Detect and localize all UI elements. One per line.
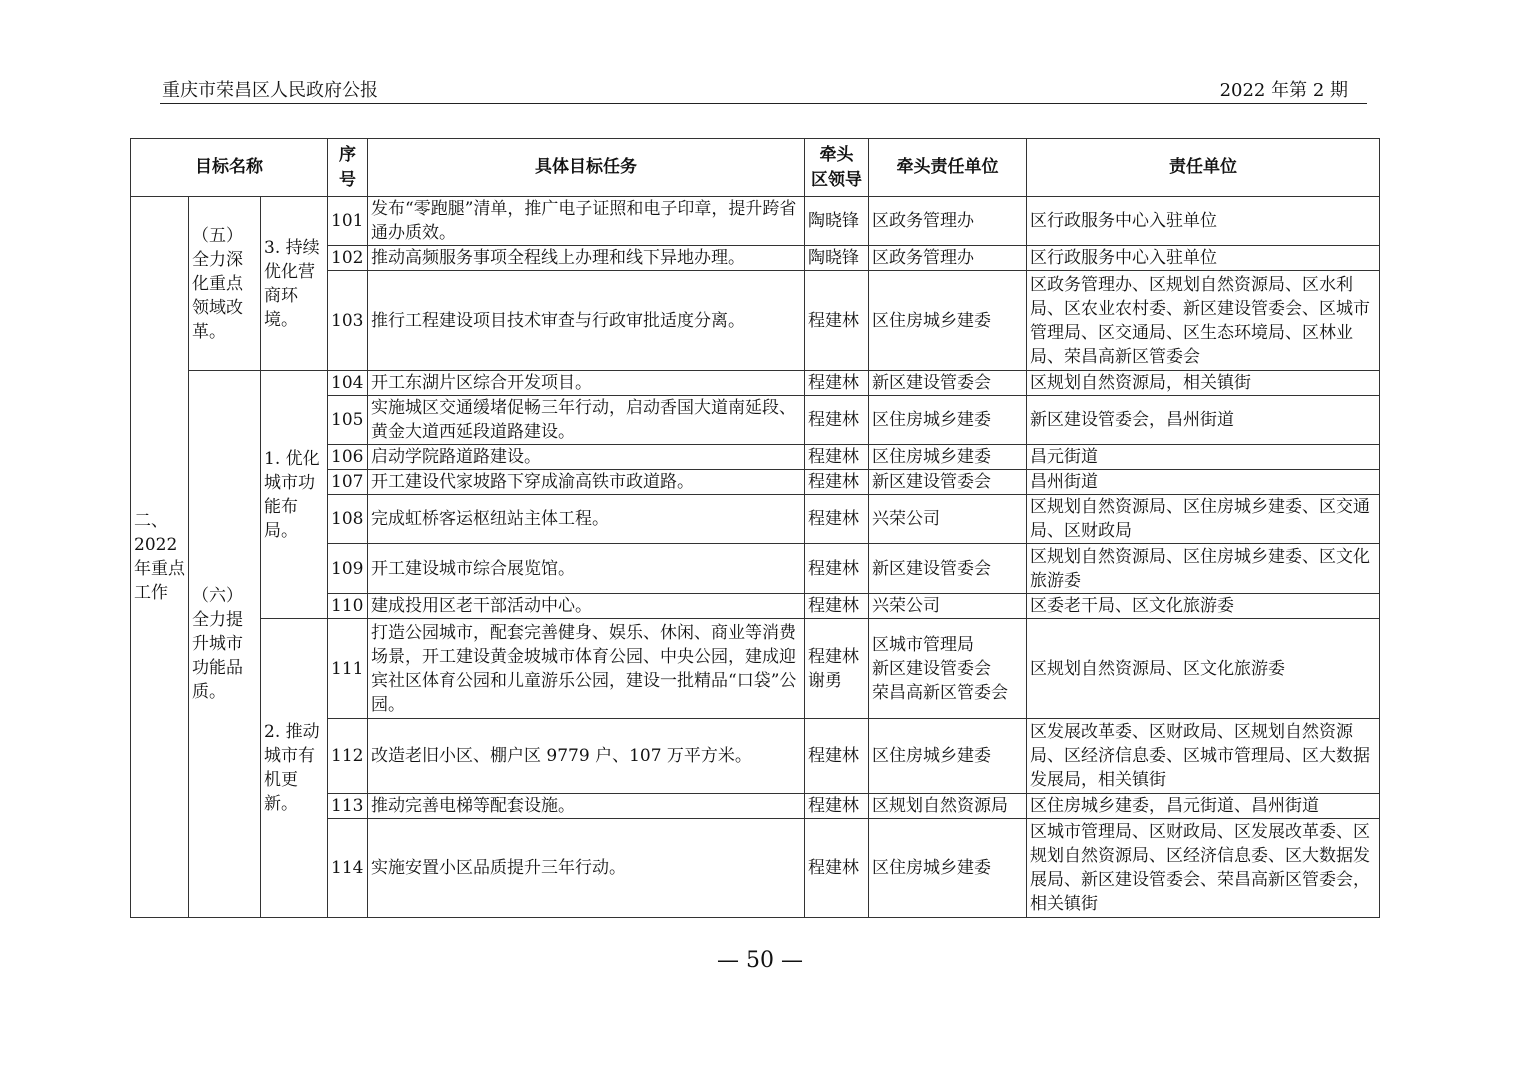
row-resp-unit: 区行政服务中心入驻单位: [1027, 197, 1380, 246]
row-number: 109: [328, 544, 368, 594]
subsection-label: （六）全力提升城市功能品质。: [189, 371, 261, 918]
header-seq-2: 号: [339, 169, 356, 190]
row-task: 开工建设代家坡路下穿成渝高铁市政道路。: [368, 470, 805, 495]
row-number: 101: [328, 197, 368, 246]
row-lead-unit-1: 区城市管理局: [872, 634, 974, 655]
header-lead-unit: 牵头责任单位: [869, 139, 1027, 197]
row-number: 113: [328, 794, 368, 819]
row-task: 开工东湖片区综合开发项目。: [368, 371, 805, 396]
row-resp-unit: 昌州街道: [1027, 470, 1380, 495]
header-resp-unit: 责任单位: [1027, 139, 1380, 197]
row-number: 107: [328, 470, 368, 495]
row-resp-unit: 区规划自然资源局、区文化旅游委: [1027, 619, 1380, 719]
row-leader: 程建林: [805, 371, 869, 396]
row-lead-unit: 区政务管理办: [869, 197, 1027, 246]
row-number: 103: [328, 271, 368, 371]
subsection-label: （五）全力深化重点领域改革。: [189, 197, 261, 371]
row-resp-unit: 区规划自然资源局、区住房城乡建委、区文化旅游委: [1027, 544, 1380, 594]
row-lead-unit: 区规划自然资源局: [869, 794, 1027, 819]
row-resp-unit: 新区建设管委会，昌州街道: [1027, 396, 1380, 445]
header-seq-1: 序: [339, 144, 356, 165]
row-task: 建成投用区老干部活动中心。: [368, 594, 805, 619]
header-divider: [160, 103, 1367, 104]
row-resp-unit: 昌元街道: [1027, 445, 1380, 470]
row-task: 推动完善电梯等配套设施。: [368, 794, 805, 819]
group-label: 3. 持续优化营商环境。: [261, 197, 328, 371]
row-resp-unit: 区规划自然资源局、区住房城乡建委、区交通局、区财政局: [1027, 495, 1380, 544]
row-lead-unit: 兴荣公司: [869, 594, 1027, 619]
row-task: 启动学院路道路建设。: [368, 445, 805, 470]
row-lead-unit: 区住房城乡建委: [869, 819, 1027, 918]
header-leader-2: 区领导: [811, 169, 862, 190]
row-resp-unit: 区委老干局、区文化旅游委: [1027, 594, 1380, 619]
row-task: 开工建设城市综合展览馆。: [368, 544, 805, 594]
row-number: 105: [328, 396, 368, 445]
row-leader-1: 程建林: [808, 646, 859, 667]
group-label: 2. 推动城市有机更新。: [261, 619, 328, 918]
row-leader: 程建林: [805, 794, 869, 819]
bulletin-title: 重庆市荣昌区人民政府公报: [162, 80, 378, 101]
row-lead-unit-3: 荣昌高新区管委会: [872, 682, 1008, 703]
row-leader: 陶晓锋: [805, 246, 869, 271]
row-resp-unit: 区城市管理局、区财政局、区发展改革委、区规划自然资源局、区经济信息委、区大数据发展局、新区建设管委会、荣昌高新区管委会，相关镇街: [1027, 819, 1380, 918]
row-leader: 程建林: [805, 594, 869, 619]
row-number: 110: [328, 594, 368, 619]
row-lead-unit: 区政务管理办: [869, 246, 1027, 271]
row-number: 104: [328, 371, 368, 396]
header-task: 具体目标任务: [368, 139, 805, 197]
row-lead-unit: 区住房城乡建委: [869, 271, 1027, 371]
row-lead-unit: 区住房城乡建委: [869, 445, 1027, 470]
row-lead-unit: 区住房城乡建委: [869, 396, 1027, 445]
row-leader: [805, 619, 869, 719]
row-task: 打造公园城市，配套完善健身、娱乐、休闲、商业等消费场景，开工建设黄金坡城市体育公园、中央公园，建成迎宾社区体育公园和儿童游乐公园，建设一批精品“口袋”公园。: [368, 619, 805, 719]
row-lead-unit: 新区建设管委会: [869, 371, 1027, 396]
row-leader: 程建林: [805, 495, 869, 544]
task-table: [130, 138, 1380, 918]
issue-number: 2022 年第 2 期: [1219, 80, 1348, 101]
header-row: [131, 139, 1380, 197]
row-task: 推动高频服务事项全程线上办理和线下异地办理。: [368, 246, 805, 271]
row-number: 111: [328, 619, 368, 719]
row-resp-unit: 区行政服务中心入驻单位: [1027, 246, 1380, 271]
row-leader: 程建林: [805, 396, 869, 445]
row-task: 改造老旧小区、棚户区 9779 户、107 万平方米。: [368, 719, 805, 794]
row-lead-unit: 新区建设管委会: [869, 470, 1027, 495]
row-lead-unit: 区住房城乡建委: [869, 719, 1027, 794]
row-resp-unit: 区政务管理办、区规划自然资源局、区水利局、区农业农村委、新区建设管委会、区城市管理局、区交通局、区生态环境局、区林业局、荣昌高新区管委会: [1027, 271, 1380, 371]
row-resp-unit: 区规划自然资源局，相关镇街: [1027, 371, 1380, 396]
row-leader: 程建林: [805, 445, 869, 470]
section-label: 二、2022 年重点工作: [131, 197, 189, 918]
row-lead-unit: [869, 619, 1027, 719]
row-number: 108: [328, 495, 368, 544]
row-resp-unit: 区发展改革委、区财政局、区规划自然资源局、区经济信息委、区城市管理局、区大数据发展局，相关镇街: [1027, 719, 1380, 794]
table-row: [131, 197, 1380, 246]
row-lead-unit: 兴荣公司: [869, 495, 1027, 544]
row-task: 实施城区交通缓堵促畅三年行动，启动香国大道南延段、黄金大道西延段道路建设。: [368, 396, 805, 445]
row-task: 完成虹桥客运枢纽站主体工程。: [368, 495, 805, 544]
row-lead-unit-2: 新区建设管委会: [872, 658, 991, 679]
table-row: [131, 619, 1380, 719]
header-target: 目标名称: [131, 139, 328, 197]
row-number: 106: [328, 445, 368, 470]
row-leader: 程建林: [805, 271, 869, 371]
row-number: 102: [328, 246, 368, 271]
page-number: — 50 —: [717, 948, 803, 973]
row-task: 实施安置小区品质提升三年行动。: [368, 819, 805, 918]
table-row: [131, 371, 1380, 396]
row-task: 推行工程建设项目技术审查与行政审批适度分离。: [368, 271, 805, 371]
row-number: 112: [328, 719, 368, 794]
group-label: 1. 优化城市功能布局。: [261, 371, 328, 619]
row-leader: 程建林: [805, 719, 869, 794]
header-leader: [805, 139, 869, 197]
row-leader: 程建林: [805, 819, 869, 918]
row-resp-unit: 区住房城乡建委，昌元街道、昌州街道: [1027, 794, 1380, 819]
row-leader-2: 谢勇: [808, 670, 842, 691]
header-seq: [328, 139, 368, 197]
row-leader: 程建林: [805, 544, 869, 594]
header-leader-1: 牵头: [819, 144, 854, 165]
row-task: 发布“零跑腿”清单，推广电子证照和电子印章，提升跨省通办质效。: [368, 197, 805, 246]
row-leader: 程建林: [805, 470, 869, 495]
row-leader: 陶晓锋: [805, 197, 869, 246]
row-lead-unit: 新区建设管委会: [869, 544, 1027, 594]
row-number: 114: [328, 819, 368, 918]
